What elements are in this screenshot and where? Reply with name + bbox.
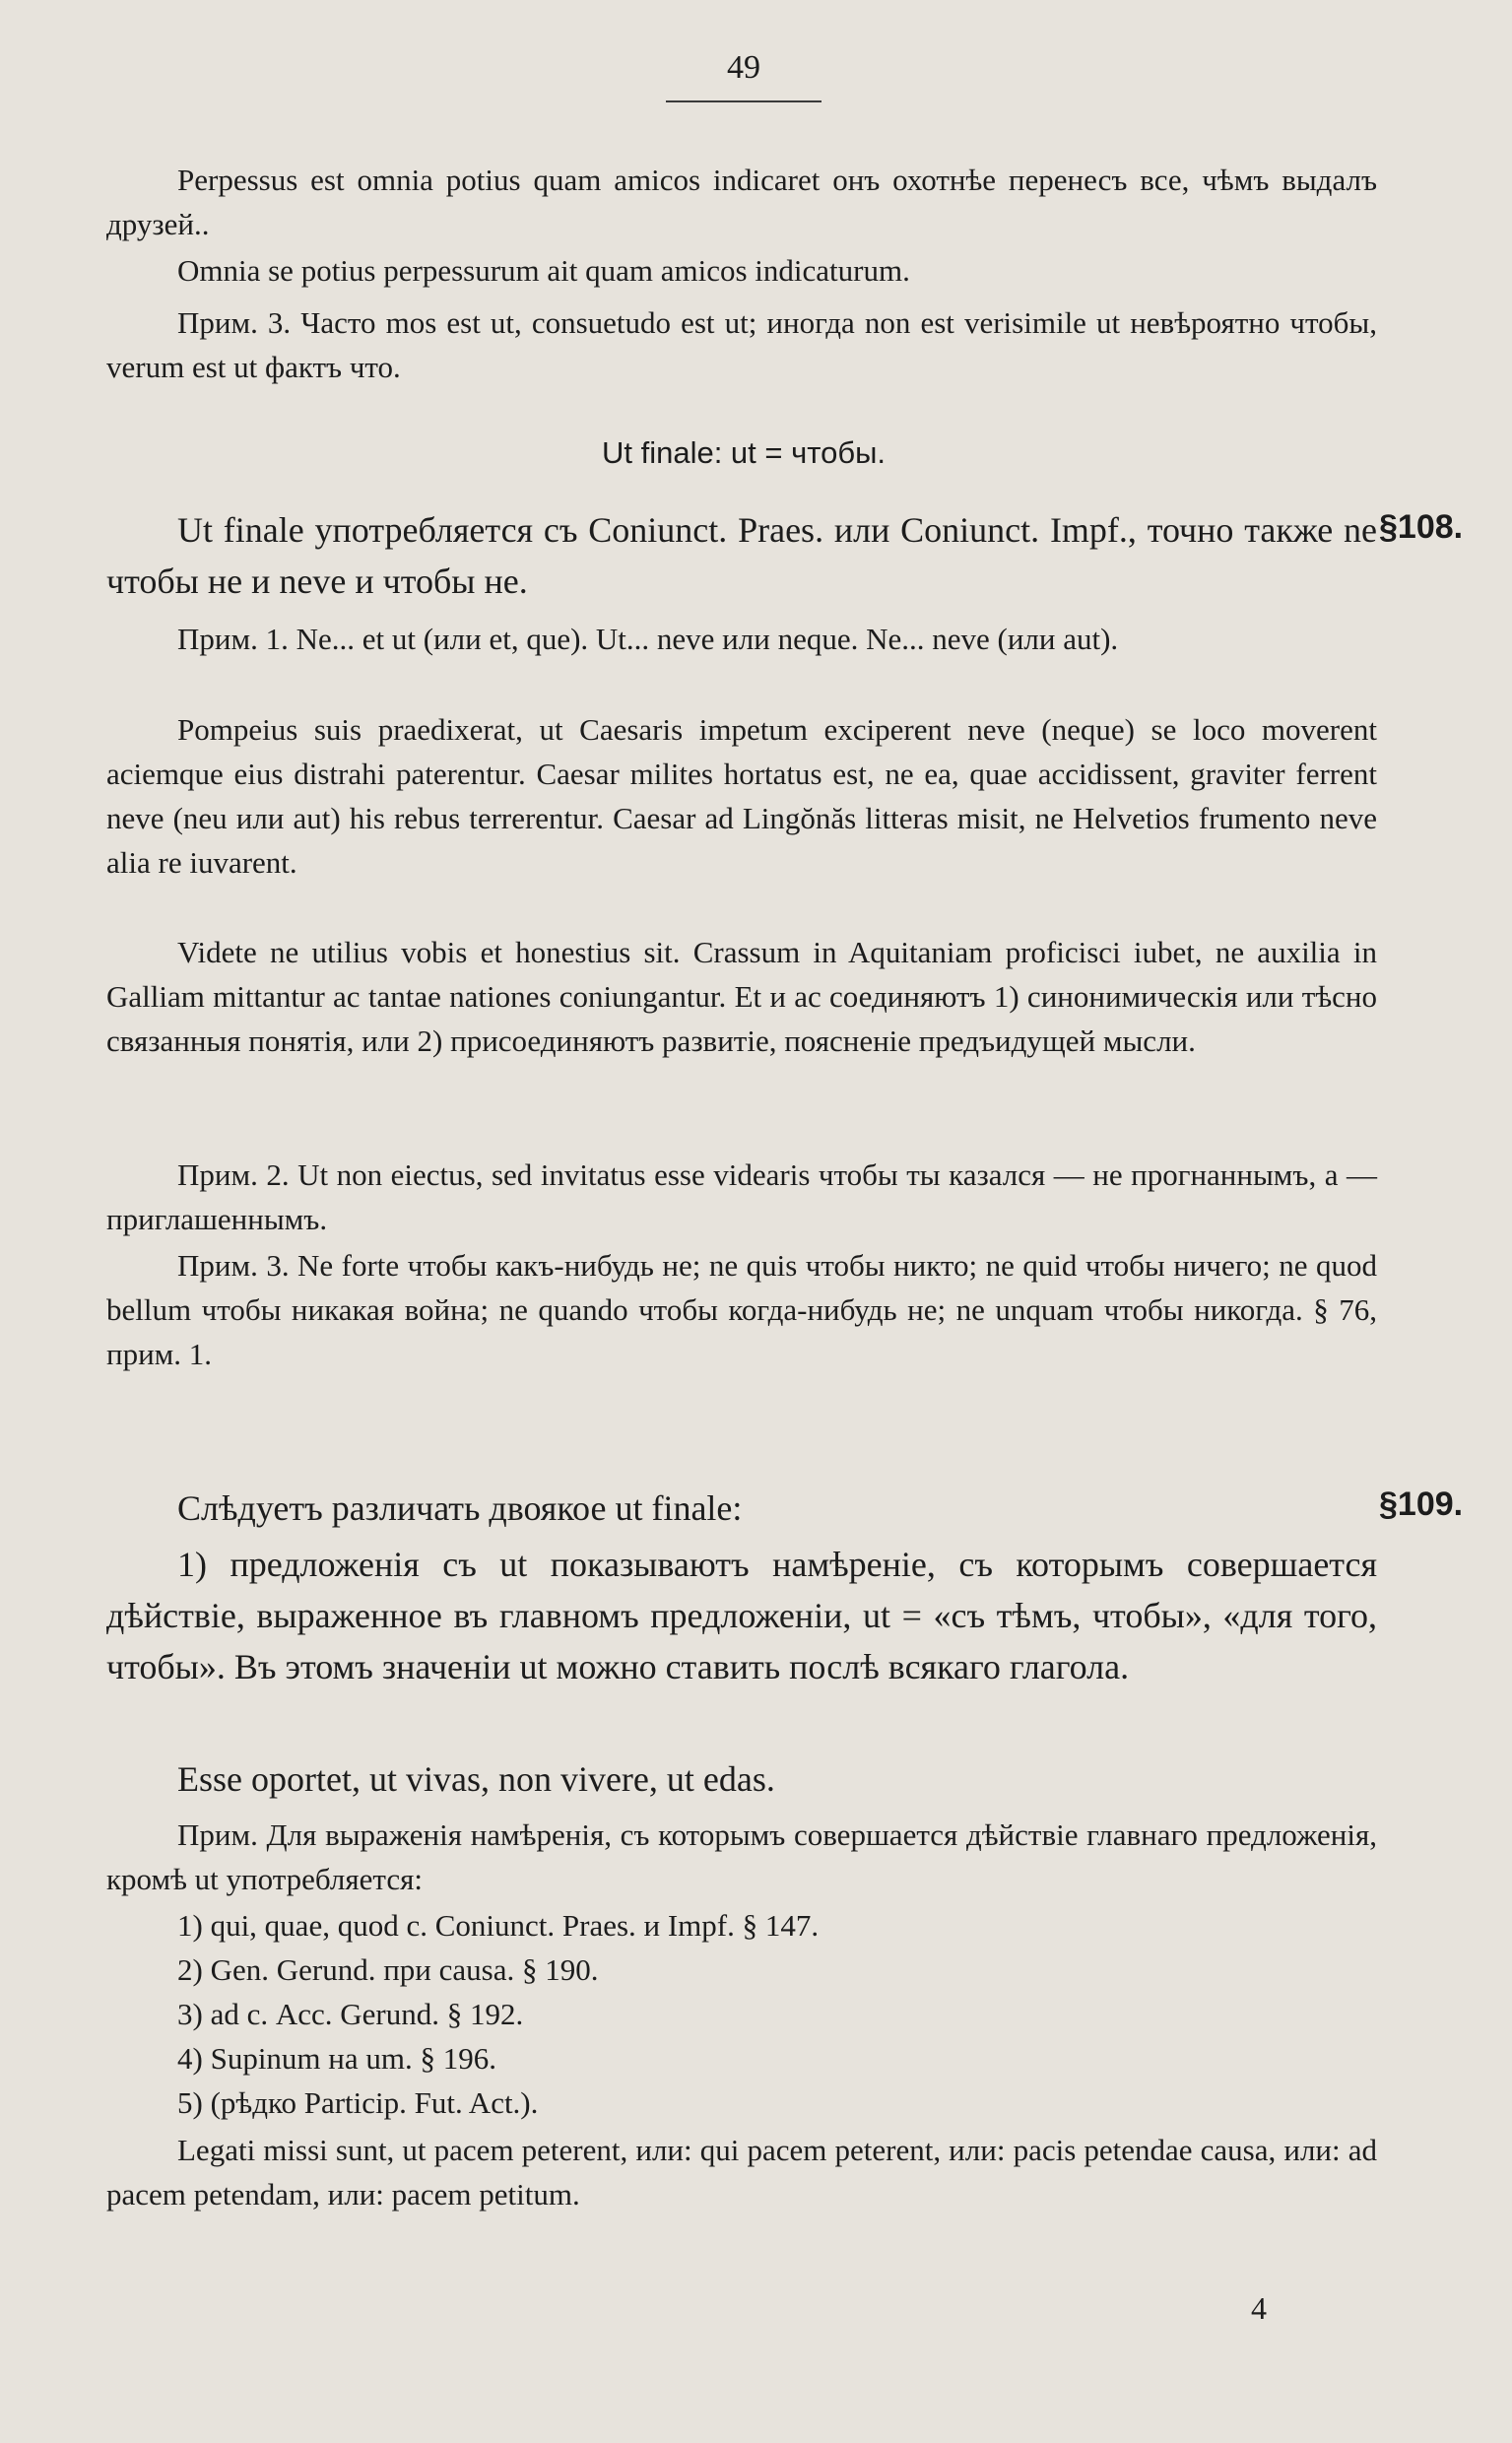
paragraph-12: Esse oportet, ut vivas, non vivere, ut edas. (177, 1759, 775, 1799)
list-item: 4) Supinum на um. § 196. (177, 2041, 497, 2076)
methods-list (106, 1903, 1377, 2125)
list-item: 5) (рѣдко Particip. Fut. Act.). (177, 2085, 539, 2120)
paragraph-5: Прим. 1. Ne... et ut (или et, que). Ut... neve или neque. Ne... neve (или aut). (177, 622, 1119, 656)
paragraph-6: Pompeius suis praedixerat, ut Caesaris impetum exciperent neve (neque) se loco moverent aciemque eius distrahi paterentur. Caesar milites hortatus est, ne ea, quae accidissent, graviter ferrent neve (neu или aut) his rebus terrerentur. Caesar ad Lingŏnăs litteras misit, ne Helvetios frumento neve alia re iuvarent. (106, 712, 1377, 880)
section-heading: Ut finale: ut = чтобы. (601, 435, 887, 470)
paragraph-8: Прим. 2. Ut non eiectus, sed invitatus esse videaris чтобы ты казался — не прогнаннымъ, а — приглашеннымъ. (106, 1157, 1377, 1236)
paragraph-4: Ut finale употребляется съ Coniunct. Praes. или Coniunct. Impf., точно также ne чтобы не и neve и чтобы не. (106, 510, 1377, 601)
list-item: 1) qui, quae, quod с. Coniunct. Praes. и Impf. § 147. (177, 1908, 820, 1943)
paragraph-7: Videte ne utilius vobis et honestius sit. Crassum in Aquitaniam proficisci iubet, ne auxilia in Galliam mittantur ac tantae nationes coniungantur. Et и ac соединяютъ 1) синонимическія или тѣсно связанныя понятія, или 2) присоединяютъ развитіе, поясненіе предъидущей мысли. (106, 935, 1377, 1058)
paragraph-1: Perpessus est omnia potius quam amicos indicaret онъ охотнѣе перенесъ все, чѣмъ выдалъ друзей.. (106, 163, 1377, 241)
paragraph-10: Слѣдуетъ различать двоякое ut finale: (177, 1488, 743, 1528)
list-item: 3) ad с. Acc. Gerund. § 192. (177, 1997, 524, 2031)
section-109-label: §109. (1379, 1486, 1464, 1523)
paragraph-14: Legati missi sunt, ut pacem peterent, или: qui pacem peterent, или: pacis petendae causa, или: ad pacem petendam, или: pacem petitum. (106, 2133, 1377, 2212)
paragraph-11: 1) предложенія съ ut показываютъ намѣреніе, съ которымъ совершается дѣйствіе, выраженное въ главномъ предложеніи, ut = «съ тѣмъ, чтобы», «для того, чтобы». Въ этомъ значеніи ut можно ставить послѣ всякаго глагола. (106, 1545, 1377, 1686)
section-108-label: §108. (1379, 508, 1464, 546)
paragraph-13: Прим. Для выраженія намѣренія, съ которымъ совершается дѣйствіе главнаго предложенія, кромѣ ut употребляется: (106, 1817, 1377, 1896)
signature-mark: 4 (1251, 2290, 1267, 2326)
page-number: 49 (727, 49, 760, 86)
paragraph-3: Прим. 3. Часто mos est ut, consuetudo est ut; иногда non est verisimile ut невѣроятно чтобы, verum est ut фактъ что. (106, 305, 1377, 384)
paragraph-9: Прим. 3. Ne forte чтобы какъ-нибудь не; ne quis чтобы никто; ne quid чтобы ничего; ne quod bellum чтобы никакая война; ne quando чтобы когда-нибудь не; ne unquam чтобы никогда. § 76, прим. 1. (106, 1248, 1377, 1371)
list-item: 2) Gen. Gerund. при causa. § 190. (177, 1952, 599, 1987)
paragraph-2: Omnia se potius perpessurum ait quam amicos indicaturum. (177, 253, 910, 288)
header-rule (666, 100, 822, 102)
